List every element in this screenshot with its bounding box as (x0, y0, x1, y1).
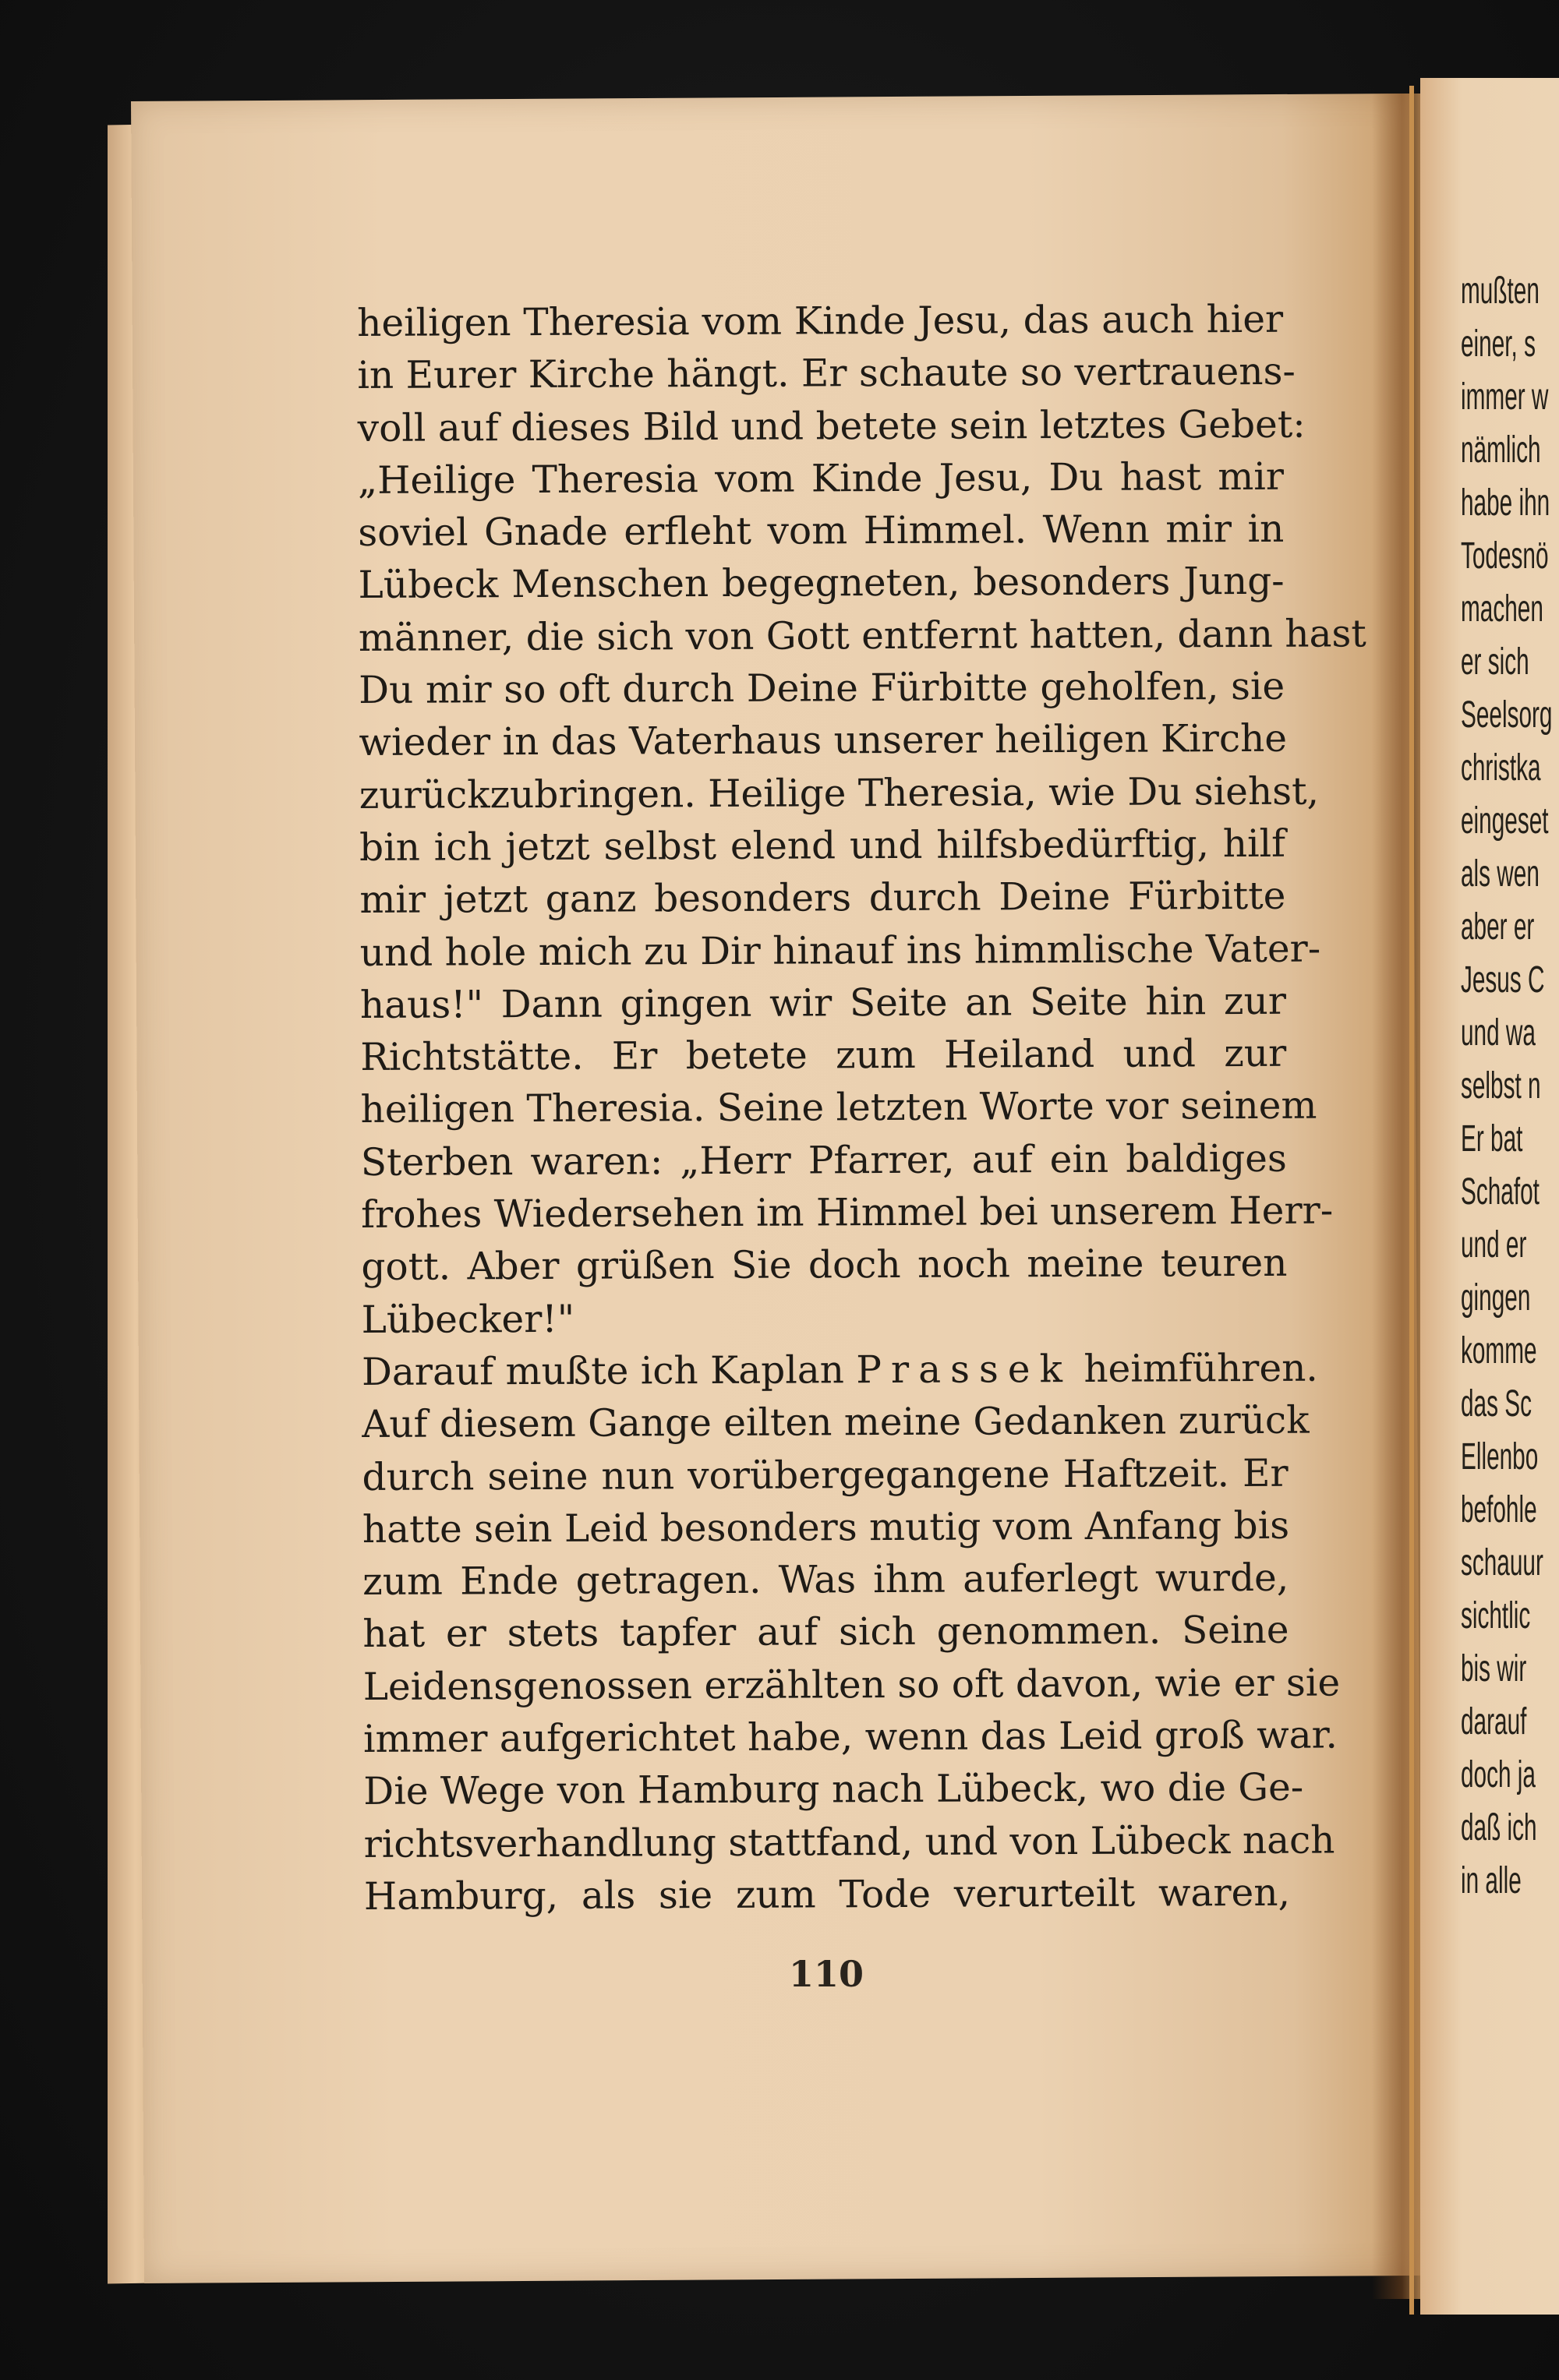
right-line: bis wir (1461, 1648, 1527, 1690)
right-line: immer w (1461, 376, 1549, 418)
right-page-text (1461, 265, 1557, 1908)
right-line: schauur (1461, 1542, 1543, 1584)
text-line: Sterben waren: „Herr Pfarrer, auf ein baldiges (360, 1136, 1287, 1185)
text-line: immer aufgerichtet habe, wenn das Leid groß war. (362, 1713, 1338, 1761)
text-line: männer, die sich von Gott entfernt hatten, dann hast (358, 612, 1366, 660)
text-line: bin ich jetzt selbst elend und hilfsbedürftig, hilf (359, 821, 1286, 870)
text-line: Leidensgenossen erzählten so oft davon, wie er sie (362, 1661, 1341, 1709)
text-line: gott. Aber grüßen Sie doch noch meine teuren (361, 1241, 1288, 1290)
text-line: Du mir so oft durch Deine Fürbitte geholfen, sie (359, 664, 1285, 713)
text-line: wieder in das Vaterhaus unserer heiligen Kirche (359, 717, 1288, 765)
page-number: 110 (788, 1953, 864, 1995)
right-book-page (1420, 78, 1559, 2315)
text-line: „Heilige Theresia vom Kinde Jesu, Du hast mir (357, 454, 1285, 503)
right-line: komme (1461, 1330, 1537, 1372)
text-line: mir jetzt ganz besonders durch Deine Fürbitte (359, 874, 1286, 923)
text-line: zurückzubringen. Heilige Theresia, wie Du siehst, (359, 769, 1320, 817)
name-prassek: Prassek (856, 1347, 1073, 1393)
text-line: in Eurer Kirche hängt. Er schaute so vertrauens- (357, 350, 1296, 398)
right-line: doch ja (1461, 1754, 1536, 1796)
text-line: Lübeck Menschen begegneten, besonders Jung- (358, 560, 1285, 608)
text-line: Auf diesem Gange eilten meine Gedanken zurück (362, 1398, 1310, 1447)
right-line: sichtlic (1461, 1595, 1531, 1637)
text-line: hatte sein Leid besonders mutig vom Anfang bis (362, 1503, 1290, 1552)
body-text (357, 294, 1366, 1923)
text-line: frohes Wiedersehen im Himmel bei unserem Herr- (361, 1188, 1334, 1238)
right-line: selbst n (1461, 1065, 1541, 1107)
right-line: daß ich (1461, 1807, 1537, 1849)
text-line: zum Ende getragen. Was ihm auferlegt wurde, (362, 1555, 1289, 1605)
text-line: voll auf dieses Bild und betete sein letztes Gebet: (357, 402, 1306, 450)
text-line: soviel Gnade erfleht vom Himmel. Wenn mir in (358, 507, 1285, 556)
text-line: heiligen Theresia vom Kinde Jesu, das auch hier (357, 297, 1284, 345)
text-line: und hole mich zu Dir hinauf ins himmlische Vater- (359, 927, 1321, 975)
right-line: Seelsorg (1461, 694, 1553, 736)
text-line: Lübecker!" (361, 1297, 575, 1342)
right-line: habe ihn (1461, 482, 1550, 524)
right-line: als wen (1461, 853, 1540, 895)
right-line: das Sc (1461, 1383, 1532, 1425)
text-line: haus!" Dann gingen wir Seite an Seite hin zur (359, 979, 1287, 1027)
text-line: hat er stets tapfer auf sich genommen. Seine (362, 1608, 1289, 1657)
right-line: und er (1461, 1224, 1527, 1266)
text-line-prassek (361, 1343, 1318, 1399)
right-line: christka (1461, 747, 1541, 789)
right-line: aber er (1461, 906, 1535, 948)
right-line: Ellenbo (1461, 1436, 1539, 1478)
right-line: in alle (1461, 1860, 1522, 1902)
right-line: Er bat (1461, 1118, 1523, 1160)
right-line: nämlich (1461, 429, 1541, 471)
text-line: durch seine nun vorübergegangene Haftzeit. Er (362, 1451, 1289, 1499)
text-line: heiligen Theresia. Seine letzten Worte vor seinem (360, 1084, 1317, 1132)
right-line: befohle (1461, 1489, 1537, 1531)
text-after-name: heimführen. (1071, 1346, 1318, 1391)
right-line: eingeset (1461, 800, 1549, 842)
right-line: Schafot (1461, 1171, 1540, 1213)
book-gutter-shadow (1372, 94, 1426, 2299)
right-line: darauf (1461, 1701, 1527, 1743)
right-line: und wa (1461, 1012, 1536, 1054)
book-spine (1409, 86, 1414, 2315)
right-line: machen (1461, 588, 1543, 630)
text-line: Die Wege von Hamburg nach Lübeck, wo die Ge- (363, 1766, 1304, 1814)
right-line: er sich (1461, 641, 1529, 683)
text-line: Richtstätte. Er betete zum Heiland und zur (360, 1031, 1287, 1080)
text-line: Hamburg, als sie zum Tode verurteilt waren, (363, 1870, 1291, 1919)
text-line: richtsverhandlung stattfand, und von Lübeck nach (363, 1818, 1335, 1866)
right-line: mußten (1461, 270, 1540, 312)
right-line: Todesnö (1461, 535, 1549, 577)
text-before-name: Darauf mußte ich Kaplan (361, 1348, 857, 1394)
right-line: einer, s (1461, 323, 1536, 365)
right-line: gingen (1461, 1277, 1531, 1319)
right-line: Jesus C (1461, 959, 1545, 1001)
